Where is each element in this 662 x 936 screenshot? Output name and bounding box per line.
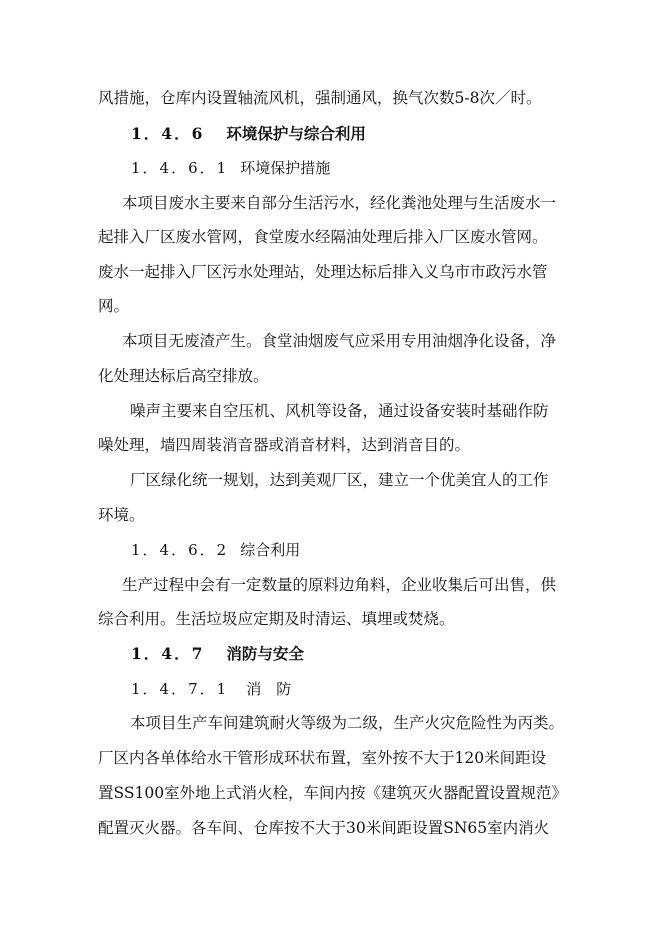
- subsection-title: 综合利用: [240, 541, 301, 559]
- subsection-number: 1．4．6．1: [131, 159, 229, 177]
- subsection-heading: [131, 679, 291, 699]
- body-line: 噪处理，墙四周装消音器或消音材料，达到消音目的。: [98, 436, 471, 454]
- subsection-number: 1．4．7．1: [131, 680, 229, 698]
- body-line: 起排入厂区废水管网，食堂废水经隔油处理后排入厂区废水管网。: [98, 228, 548, 246]
- subsection-title: 消 防: [246, 680, 292, 698]
- body-line: 化处理达标后高空排放。: [98, 367, 269, 385]
- section-number: 1．4．6: [131, 124, 205, 143]
- section-title: 消防与安全: [226, 644, 304, 663]
- section-title: 环境保护与综合利用: [226, 124, 366, 143]
- body-line: 配置灭火器。各车间、仓库按不大于30米间距设置SN65室内消火: [98, 819, 550, 837]
- section-heading: [131, 644, 304, 664]
- subsection-heading: [131, 158, 330, 178]
- body-line: 生产过程中会有一定数量的原料边角料，企业收集后可出售，供: [122, 576, 557, 594]
- subsection-title: 环境保护措施: [240, 159, 331, 177]
- body-line: 风措施，仓库内设置轴流风机，强制通风，换气次数5-8次／时。: [98, 89, 542, 107]
- body-line: 噪声主要来自空压机、风机等设备，通过设备安装时基础作防: [130, 402, 549, 420]
- subsection-number: 1．4．6．2: [131, 541, 229, 559]
- section-number: 1．4．7: [131, 644, 205, 663]
- body-line: 综合利用。生活垃圾应定期及时清运、填埋或焚烧。: [98, 610, 455, 628]
- body-line: 厂区绿化统一规划，达到美观厂区，建立一个优美宜人的工作: [130, 471, 549, 489]
- body-line: 本项目无废渣产生。食堂油烟废气应采用专用油烟净化设备，净: [122, 332, 557, 350]
- body-line: 废水一起排入厂区污水处理站，处理达标后排入义乌市市政污水管: [98, 263, 548, 281]
- body-line: 厂区内各单体给水干管形成环状布置，室外按不大于120米间距设: [98, 749, 547, 767]
- body-line: 本项目废水主要来自部分生活污水，经化粪池处理与生活废水一: [122, 194, 557, 212]
- body-line: 本项目生产车间建筑耐火等级为二级，生产火灾危险性为丙类。: [130, 714, 565, 732]
- body-line: 网。: [98, 297, 130, 315]
- section-heading: [131, 124, 366, 144]
- subsection-heading: [131, 540, 300, 560]
- body-line: 置SS100室外地上式消火栓，车间内按《建筑灭火器配置设置规范》: [98, 784, 568, 802]
- body-line: 环境。: [98, 506, 145, 524]
